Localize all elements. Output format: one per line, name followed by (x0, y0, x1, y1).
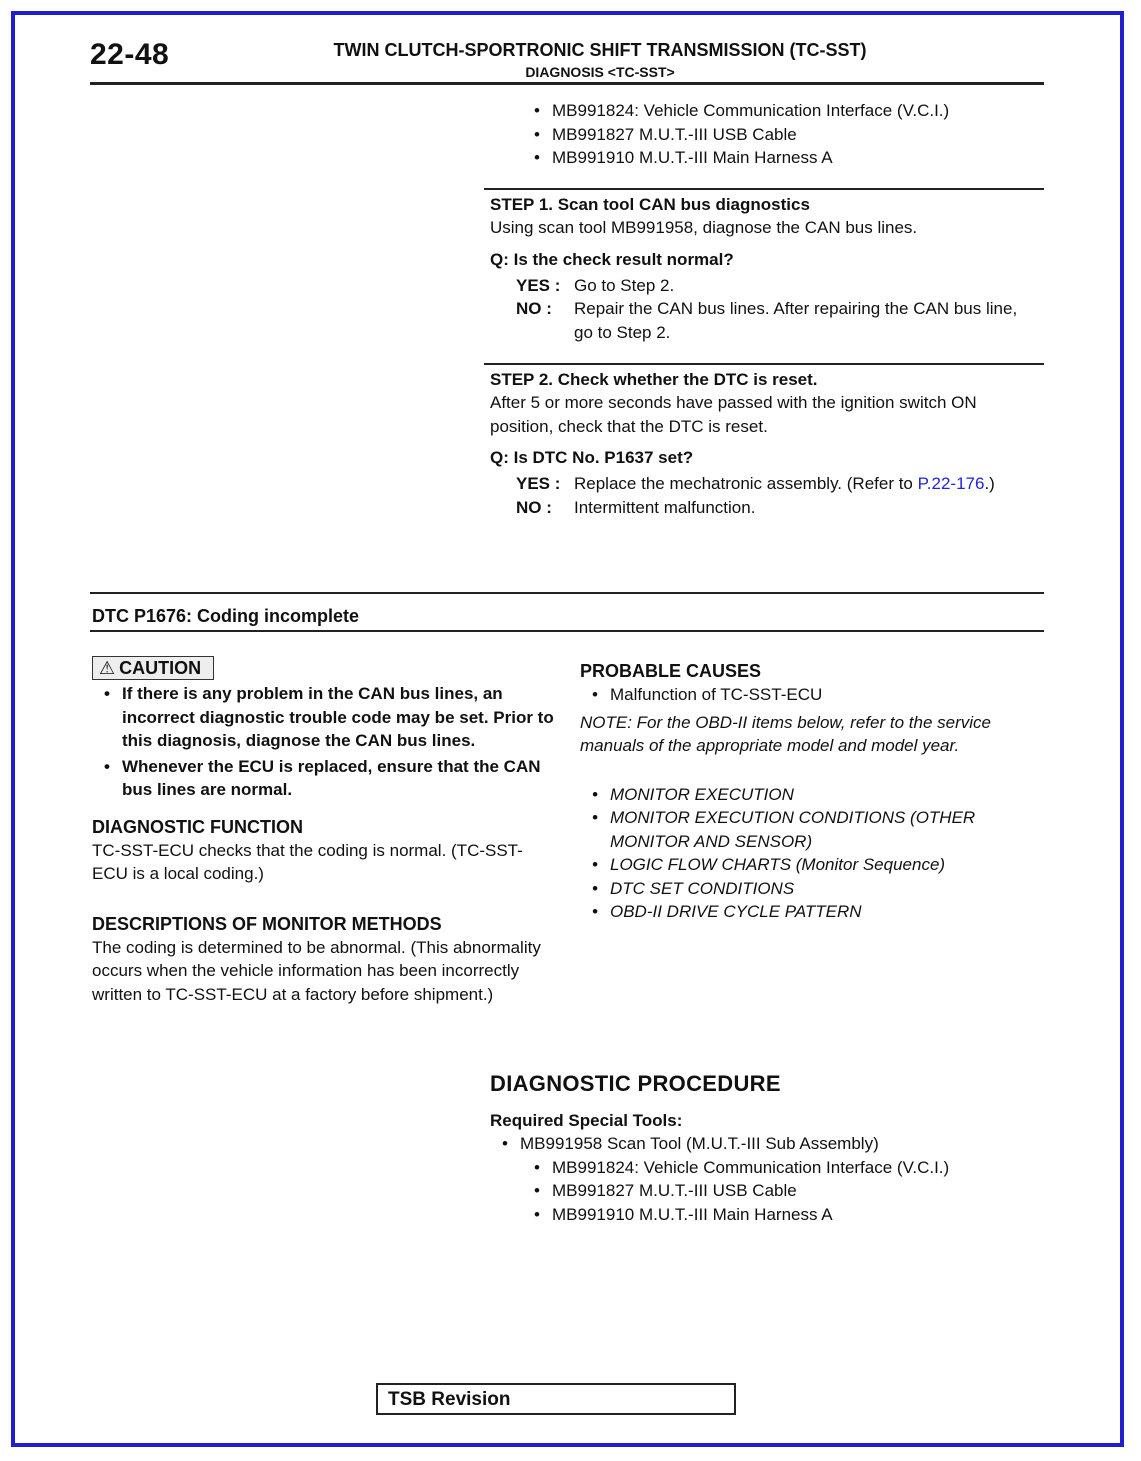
list-item: • MB991824: Vehicle Communication Interface (V.C.I.) (532, 99, 1042, 123)
list-item: • MB991958 Scan Tool (M.U.T.-III Sub Assembly) (500, 1132, 1040, 1156)
dtc-title: DTC P1676: Coding incomplete (92, 606, 360, 626)
list-item: • If there is any problem in the CAN bus lines, an incorrect diagnostic trouble code may be set. Prior to this diagnosis, diagnose the CAN bus lines. (102, 682, 554, 753)
step2-yes-text-main: Replace the mechatronic assembly. (Refer to (574, 474, 918, 493)
dtc-top-rule (90, 592, 1044, 594)
obd-note: NOTE: For the OBD-II items below, refer to the service manuals of the appropriate model and model year. (580, 712, 991, 755)
no-label: NO : (516, 299, 552, 318)
step2-rule (484, 363, 1044, 365)
probable-causes-list (590, 683, 1035, 707)
diagnostic-function-heading: DIAGNOSTIC FUNCTION (92, 816, 303, 837)
step2-title: STEP 2. Check whether the DTC is reset. (490, 370, 818, 389)
list-item: • LOGIC FLOW CHARTS (Monitor Sequence) (590, 853, 1035, 877)
obd-items-list (590, 783, 1035, 924)
step1-rule (484, 188, 1044, 190)
header-rule (90, 82, 1044, 85)
step1-no-text: Repair the CAN bus lines. After repairing the CAN bus line, go to Step 2. (574, 299, 1018, 342)
no-label: NO : (516, 497, 552, 517)
left-column (92, 656, 554, 1006)
dtc-bottom-rule (90, 630, 1044, 632)
step1-title: STEP 1. Scan tool CAN bus diagnostics (490, 195, 810, 214)
procedure-block (490, 1071, 1040, 1226)
list-item: • MB991827 M.U.T.-III USB Cable (532, 1179, 1040, 1203)
step1-yes-text: Go to Step 2. (574, 275, 675, 295)
list-item: • DTC SET CONDITIONS (590, 877, 1035, 901)
diagnostic-function-body: TC-SST-ECU checks that the coding is normal. (TC-SST-ECU is a local coding.) (92, 840, 523, 883)
step2-yes-text-tail: .) (984, 474, 995, 493)
yes-label: YES : (516, 275, 561, 295)
monitor-methods-heading: DESCRIPTIONS OF MONITOR METHODS (92, 913, 442, 934)
list-item: • MB991910 M.U.T.-III Main Harness A (532, 146, 1042, 170)
caution-list (102, 682, 554, 802)
document-title: TWIN CLUTCH-SPORTRONIC SHIFT TRANSMISSION (TC-SST) (333, 40, 867, 60)
step1-block (490, 193, 1040, 344)
top-tools-list (532, 99, 1042, 170)
caution-badge (92, 656, 214, 680)
step2-yes-text (574, 472, 1040, 496)
monitor-methods-body: The coding is determined to be abnormal. (This abnormality occurs when the vehicle information has been incorrectly written to TC-SST-ECU at a factory before shipment.) (92, 937, 541, 1004)
tools-heading: Required Special Tools: (490, 1111, 683, 1130)
step2-no-row (516, 496, 1040, 520)
right-column (580, 659, 1035, 924)
list-item: • MB991827 M.U.T.-III USB Cable (532, 123, 1042, 147)
list-item: • Whenever the ECU is replaced, ensure that the CAN bus lines are normal. (102, 755, 554, 802)
list-item: • MB991824: Vehicle Communication Interface (V.C.I.) (532, 1156, 1040, 1180)
procedure-heading: DIAGNOSTIC PROCEDURE (490, 1071, 781, 1096)
step2-body: After 5 or more seconds have passed with the ignition switch ON position, check that the DTC is reset. (490, 393, 977, 436)
list-item: • MONITOR EXECUTION CONDITIONS (OTHER MONITOR AND SENSOR) (590, 806, 1035, 853)
step2-question: Q: Is DTC No. P1637 set? (490, 448, 694, 467)
page-number: 22-48 (90, 38, 170, 71)
list-item: • MONITOR EXECUTION (590, 783, 1035, 807)
sub-tools-list (532, 1156, 1040, 1227)
step2-no-text: Intermittent malfunction. (574, 497, 756, 517)
step2-block (490, 368, 1040, 519)
list-item: • OBD-II DRIVE CYCLE PATTERN (590, 900, 1035, 924)
step1-question: Q: Is the check result normal? (490, 249, 734, 269)
page-reference-link[interactable]: P.22-176 (917, 474, 985, 493)
step2-yes-row (516, 472, 1040, 496)
tsb-revision-box: TSB Revision (376, 1383, 736, 1415)
step1-body: Using scan tool MB991958, diagnose the CAN bus lines. (490, 218, 918, 237)
probable-causes-heading: PROBABLE CAUSES (580, 661, 762, 681)
yes-label: YES : (516, 474, 561, 493)
list-item: • Malfunction of TC-SST-ECU (590, 683, 1035, 707)
document-subtitle: DIAGNOSIS <TC-SST> (525, 64, 675, 80)
list-item: • MB991910 M.U.T.-III Main Harness A (532, 1203, 1040, 1227)
step1-no-row (516, 297, 1040, 344)
caution-label: CAUTION (119, 658, 202, 678)
warning-triangle-icon: ⚠ (99, 658, 116, 678)
step1-yes-row (516, 274, 1040, 298)
main-tool-list (500, 1132, 1040, 1156)
